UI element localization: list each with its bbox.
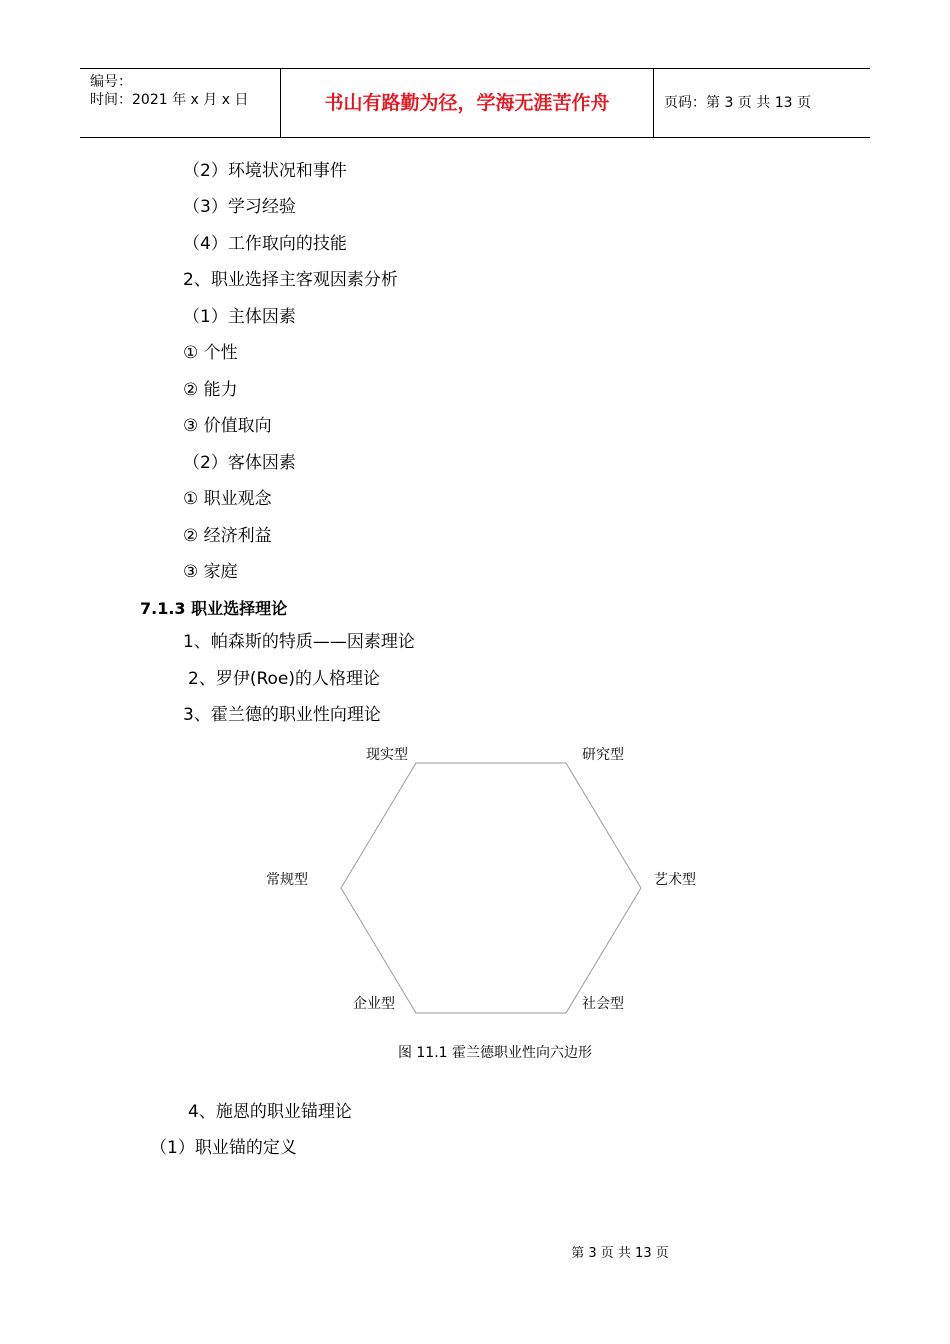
- body-line: （4）工作取向的技能: [183, 234, 347, 254]
- label-enterprising: 企业型: [353, 996, 395, 1012]
- subheading-line: （1）职业锚的定义: [150, 1138, 297, 1158]
- label-investigative: 研究型: [582, 747, 624, 763]
- label-conventional: 常规型: [266, 872, 308, 888]
- theory-line: 1、帕森斯的特质——因素理论: [183, 632, 415, 652]
- hexagon-diagram: [250, 735, 720, 1035]
- body-line: （1）主体因素: [183, 307, 296, 327]
- header-page-cell: [654, 69, 870, 137]
- body-line: （2）环境状况和事件: [183, 161, 347, 181]
- document-header: [80, 68, 870, 138]
- section-heading: 7.1.3 职业选择理论: [140, 599, 288, 618]
- theory-line: 3、霍兰德的职业性向理论: [183, 705, 381, 725]
- header-motto: 书山有路勤为径，学海无涯苦作舟: [324, 92, 610, 114]
- document-number-label: 编号：: [90, 74, 132, 90]
- label-social: 社会型: [582, 996, 624, 1012]
- figure-caption: 图 11.1 霍兰德职业性向六边形: [397, 1045, 593, 1061]
- header-meta-cell: [80, 69, 281, 137]
- hexagon-shape: [341, 763, 641, 1013]
- header-motto-cell: [281, 69, 654, 137]
- holland-hexagon-figure: [250, 735, 720, 1035]
- body-line: ③ 家庭: [183, 562, 238, 582]
- body-line: 2、职业选择主客观因素分析: [183, 270, 398, 290]
- body-line: （2）客体因素: [183, 453, 296, 473]
- body-line: （3）学习经验: [183, 197, 296, 217]
- body-line: ② 经济利益: [183, 526, 272, 546]
- body-line: ① 职业观念: [183, 489, 272, 509]
- theory-line: 2、罗伊(Roe)的人格理论: [188, 669, 380, 689]
- document-time-label: 时间：2021 年 x 月 x 日: [90, 92, 249, 108]
- theory-line: 4、施恩的职业锚理论: [188, 1102, 352, 1122]
- body-line: ③ 价值取向: [183, 416, 272, 436]
- label-realistic: 现实型: [366, 747, 408, 763]
- label-artistic: 艺术型: [654, 872, 696, 888]
- body-line: ① 个性: [183, 343, 238, 363]
- body-line: ② 能力: [183, 380, 238, 400]
- page-footer: 第 3 页 共 13 页: [571, 1246, 669, 1261]
- header-page-info: 页码：第 3 页 共 13 页: [664, 95, 811, 111]
